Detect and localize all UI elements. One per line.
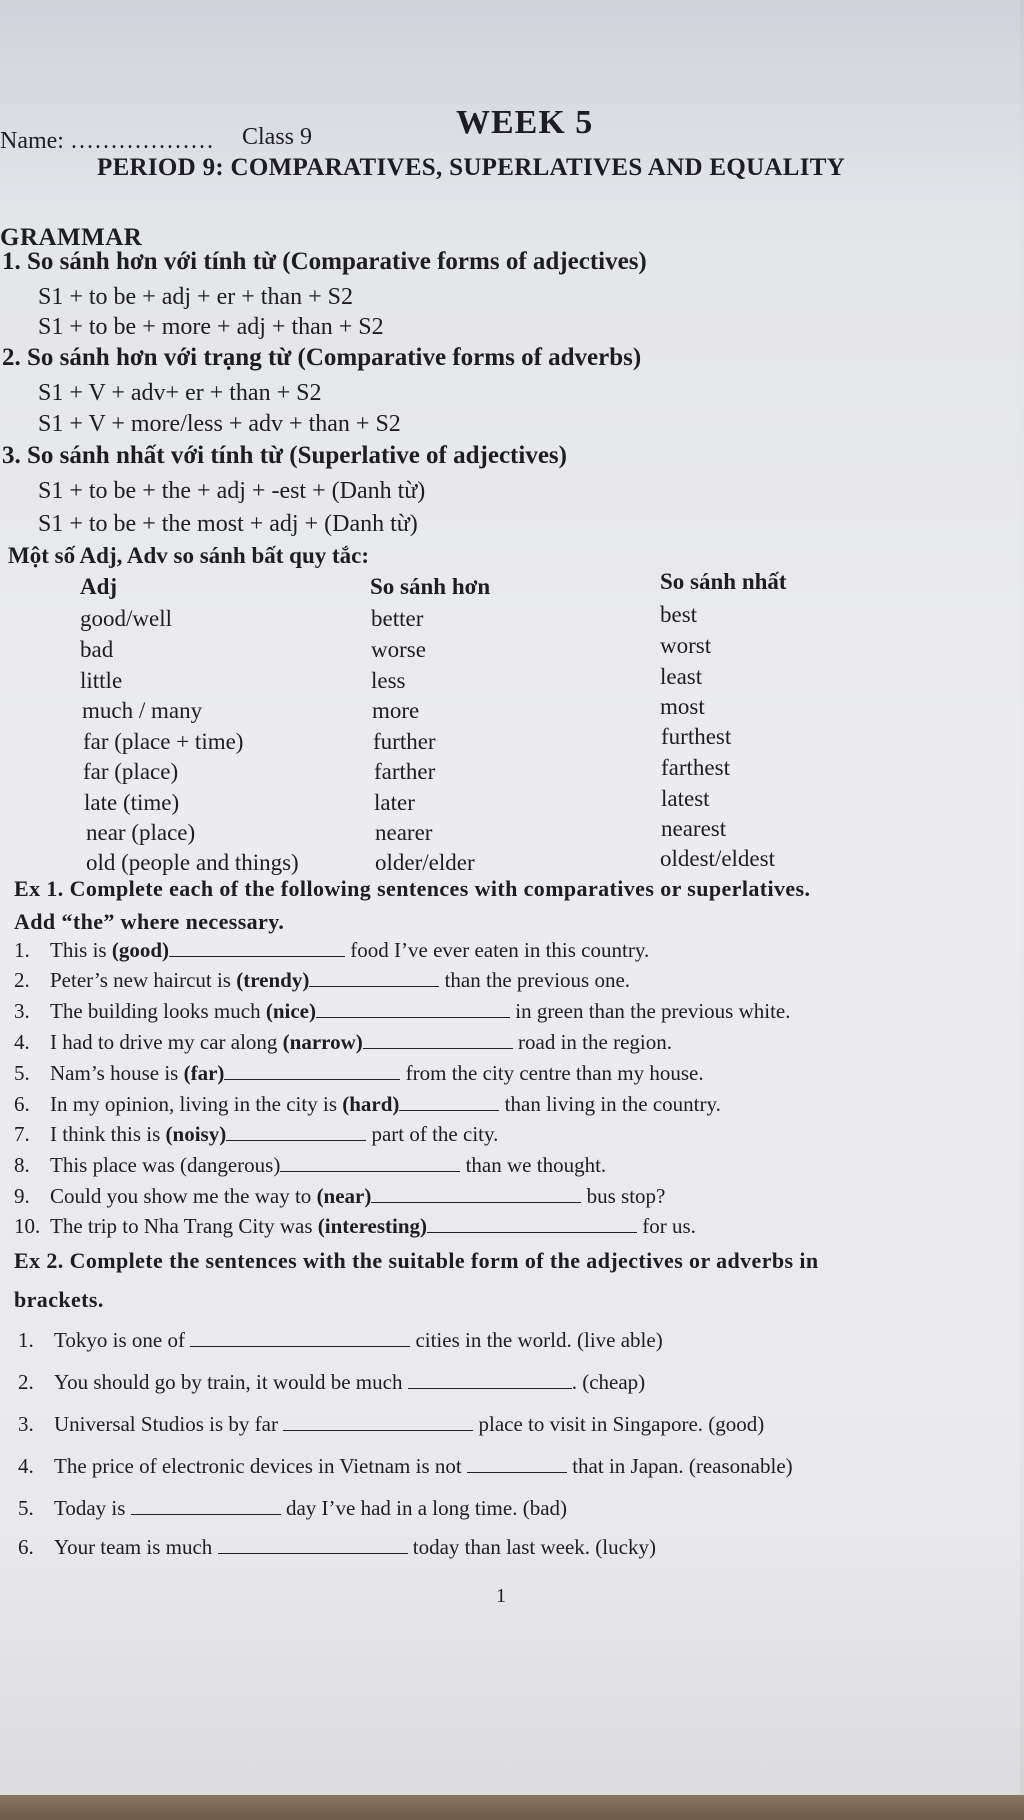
- table-cell: least: [660, 664, 703, 689]
- table-cell: late (time): [84, 790, 180, 815]
- question-number: 9.: [14, 1184, 30, 1208]
- table-cell: furthest: [661, 724, 732, 749]
- answer-blank[interactable]: [467, 1454, 567, 1473]
- table-cell: better: [371, 606, 424, 631]
- table-cell: much / many: [82, 698, 203, 723]
- question-cue: (dangerous): [180, 1153, 281, 1177]
- question-text: Peter’s new haircut is: [50, 968, 237, 992]
- question-number: 3.: [14, 999, 30, 1023]
- question-text: The building looks much: [50, 999, 266, 1023]
- answer-blank[interactable]: [427, 1214, 637, 1233]
- ex2-question: [18, 1328, 663, 1353]
- question-text: than the previous one.: [439, 968, 631, 992]
- rule-1-heading: 1. So sánh hơn với tính từ (Comparative forms of adjectives): [2, 248, 647, 275]
- table-cell: oldest/eldest: [660, 846, 775, 871]
- question-number: 1.: [14, 938, 30, 962]
- question-text: In my opinion, living in the city is: [50, 1092, 343, 1116]
- table-surface: [0, 1795, 1024, 1820]
- ex1-question: [14, 1030, 672, 1055]
- question-text: This is: [50, 938, 112, 962]
- question-text: food I’ve ever eaten in this country.: [345, 938, 650, 962]
- ex1-question: [14, 1092, 721, 1117]
- ex2-question: [18, 1496, 567, 1521]
- table-cell: more: [372, 698, 420, 723]
- question-cue: (narrow): [282, 1030, 363, 1054]
- table-cell: little: [80, 668, 123, 693]
- question-text: road in the region.: [512, 1030, 672, 1054]
- question-text: cities in the world. (live able): [410, 1328, 663, 1352]
- question-text: Today is: [54, 1496, 131, 1520]
- rule-3-formula-1: S1 + to be + the + adj + -est + (Danh từ): [38, 478, 426, 504]
- ex2-question: [18, 1454, 793, 1479]
- question-number: 1.: [18, 1328, 34, 1352]
- question-text: I think this is: [50, 1122, 166, 1146]
- ex1-question: [14, 1061, 704, 1086]
- ex1-question: [14, 938, 649, 963]
- answer-blank[interactable]: [309, 968, 439, 987]
- rule-2-formula-1: S1 + V + adv+ er + than + S2: [38, 380, 322, 406]
- ex2-title-line1: Ex 2. Complete the sentences with the suitable form of the adjectives or adverbs in: [14, 1248, 819, 1273]
- table-cell: most: [660, 694, 705, 719]
- answer-blank[interactable]: [363, 1030, 513, 1049]
- answer-blank[interactable]: [218, 1535, 408, 1554]
- irregular-heading: Một số Adj, Adv so sánh bất quy tắc:: [8, 543, 370, 568]
- grammar-heading: GRAMMAR: [0, 224, 143, 251]
- table-header-adj: Adj: [80, 574, 118, 599]
- table-cell: far (place + time): [83, 729, 244, 754]
- question-cue: (good): [111, 938, 170, 962]
- question-text: in green than the previous white.: [509, 999, 791, 1023]
- ex1-question: [14, 1122, 498, 1147]
- question-number: 7.: [14, 1122, 30, 1146]
- table-cell: less: [371, 668, 406, 693]
- question-text: that in Japan. (reasonable): [566, 1454, 793, 1478]
- question-number: 2.: [18, 1370, 34, 1394]
- table-cell: older/elder: [375, 850, 475, 875]
- question-number: 10.: [14, 1214, 41, 1238]
- table-cell: farthest: [661, 755, 730, 780]
- table-cell: best: [660, 602, 698, 627]
- table-cell: nearer: [375, 820, 433, 845]
- question-number: 3.: [18, 1412, 34, 1436]
- table-cell: bad: [80, 637, 114, 662]
- rule-2-formula-2: S1 + V + more/less + adv + than + S2: [38, 411, 401, 437]
- question-text: from the city centre than my house.: [400, 1061, 704, 1085]
- answer-blank[interactable]: [316, 999, 510, 1018]
- rule-2-heading: 2. So sánh hơn với trạng từ (Comparative forms of adverbs): [2, 344, 642, 371]
- answer-blank[interactable]: [280, 1153, 460, 1172]
- ex1-question: [14, 1153, 606, 1178]
- question-number: 4.: [18, 1454, 34, 1478]
- question-text: Nam’s house is: [50, 1061, 184, 1085]
- ex1-question: [14, 999, 791, 1024]
- question-text: day I’ve had in a long time. (bad): [280, 1496, 568, 1520]
- table-cell: worse: [371, 637, 426, 662]
- ex2-question: [18, 1370, 645, 1395]
- question-text: This place was: [50, 1153, 181, 1177]
- question-number: 6.: [18, 1535, 34, 1559]
- question-text: for us.: [637, 1214, 696, 1238]
- question-number: 4.: [14, 1030, 30, 1054]
- ex2-question: [18, 1412, 764, 1437]
- rule-3-heading: 3. So sánh nhất với tính từ (Superlative of adjectives): [2, 442, 567, 469]
- question-text: than we thought.: [460, 1153, 607, 1177]
- rule-1-formula-1: S1 + to be + adj + er + than + S2: [38, 284, 353, 310]
- week-title: WEEK 5: [456, 104, 594, 141]
- ex1-question: [14, 968, 630, 993]
- table-cell: later: [374, 790, 415, 815]
- rule-3-formula-2: S1 + to be + the most + adj + (Danh từ): [38, 511, 418, 537]
- answer-blank[interactable]: [224, 1061, 400, 1080]
- question-text: today than last week. (lucky): [407, 1535, 656, 1559]
- table-header-superlative: So sánh nhất: [660, 569, 787, 594]
- ex1-question: [14, 1184, 665, 1209]
- ex2-question: [18, 1535, 656, 1560]
- ex2-title-line2: brackets.: [14, 1287, 104, 1312]
- table-cell: worst: [660, 633, 712, 658]
- answer-blank[interactable]: [399, 1092, 499, 1111]
- question-number: 5.: [14, 1061, 30, 1085]
- question-text: Could you show me the way to: [50, 1184, 317, 1208]
- answer-blank[interactable]: [226, 1122, 366, 1141]
- table-cell: good/well: [80, 606, 172, 631]
- table-header-comparative: So sánh hơn: [370, 574, 491, 599]
- table-cell: nearest: [661, 816, 727, 841]
- table-cell: farther: [374, 759, 436, 784]
- period-title: PERIOD 9: COMPARATIVES, SUPERLATIVES AND EQUALITY: [97, 154, 846, 181]
- question-cue: (noisy): [165, 1122, 227, 1146]
- question-text: Your team is much: [54, 1535, 218, 1559]
- question-text: than living in the country.: [499, 1092, 721, 1116]
- table-cell: latest: [661, 786, 710, 811]
- ex1-question: [14, 1214, 696, 1239]
- question-text: You should go by train, it would be much: [54, 1370, 408, 1394]
- table-cell: near (place): [86, 820, 196, 845]
- rule-1-formula-2: S1 + to be + more + adj + than + S2: [38, 314, 384, 340]
- question-text: part of the city.: [366, 1122, 499, 1146]
- question-cue: (nice): [265, 999, 316, 1023]
- class-label: Class 9: [242, 124, 313, 150]
- question-text: place to visit in Singapore. (good): [473, 1412, 765, 1436]
- question-number: 6.: [14, 1092, 30, 1116]
- question-cue: (near): [316, 1184, 372, 1208]
- answer-blank[interactable]: [131, 1496, 281, 1515]
- answer-blank[interactable]: [371, 1184, 581, 1203]
- answer-blank[interactable]: [190, 1328, 410, 1347]
- question-number: 2.: [14, 968, 30, 992]
- question-text: I had to drive my car along: [50, 1030, 283, 1054]
- answer-blank[interactable]: [408, 1370, 572, 1389]
- question-text: The trip to Nha Trang City was: [50, 1214, 318, 1238]
- answer-blank[interactable]: [169, 938, 345, 957]
- name-label: Name: ………………: [0, 128, 214, 154]
- table-cell: further: [373, 729, 436, 754]
- question-number: 8.: [14, 1153, 30, 1177]
- question-text: . (cheap): [571, 1370, 646, 1394]
- question-cue: (interesting): [317, 1214, 428, 1238]
- table-cell: far (place): [83, 759, 179, 784]
- question-cue: (hard): [342, 1092, 400, 1116]
- question-text: Universal Studios is by far: [54, 1412, 284, 1436]
- ex1-title-line2: Add “the” where necessary.: [14, 909, 285, 934]
- page-number: 1: [496, 1585, 506, 1607]
- question-cue: (trendy): [236, 968, 310, 992]
- question-text: The price of electronic devices in Vietnam is not: [54, 1454, 467, 1478]
- answer-blank[interactable]: [283, 1412, 473, 1431]
- question-cue: (far): [183, 1061, 225, 1085]
- question-text: bus stop?: [581, 1184, 666, 1208]
- question-text: Tokyo is one of: [54, 1328, 191, 1352]
- question-number: 5.: [18, 1496, 34, 1520]
- ex1-title-line1: Ex 1. Complete each of the following sentences with comparatives or superlatives.: [14, 876, 811, 901]
- table-cell: old (people and things): [86, 850, 299, 875]
